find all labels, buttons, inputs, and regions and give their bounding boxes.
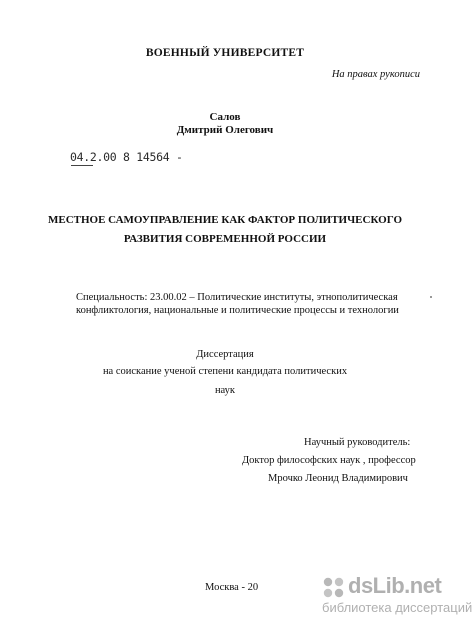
specialty-line-2: конфликтология, национальные и политические процессы и технологии	[76, 305, 399, 316]
author-given-names: Дмитрий Олегович	[176, 124, 274, 136]
dslib-logo-icon	[322, 575, 346, 599]
degree-line-1: на соискание ученой степени кандидата политических	[102, 366, 348, 377]
university-name: ВОЕННЫЙ УНИВЕРСИТЕТ	[145, 47, 305, 59]
work-type: Диссертация	[196, 349, 254, 360]
dslib-watermark	[322, 573, 472, 619]
degree-line-2: наук	[214, 385, 236, 396]
supervisor-degree: Доктор философских наук , профессор	[242, 455, 416, 466]
watermark-tagline: библиотека диссертаций	[322, 600, 472, 615]
registration-stamp: 04.2.00 8 14564 -	[70, 150, 183, 164]
supervisor-name: Мрочко Леонид Владимирович	[268, 473, 408, 484]
supervisor-heading: Научный руководитель:	[304, 437, 411, 448]
city-year: Москва - 20	[205, 582, 259, 593]
watermark-brand: dsLib.net	[348, 573, 442, 598]
dissertation-title-line-2: РАЗВИТИЯ СОВРЕМЕННОЙ РОССИИ	[123, 233, 327, 245]
stamp-underline	[71, 165, 93, 166]
scan-speck	[430, 296, 432, 298]
author-surname: Салов	[209, 111, 241, 123]
manuscript-rights-note: На правах рукописи	[331, 69, 420, 80]
dissertation-title-line-1: МЕСТНОЕ САМОУПРАВЛЕНИЕ КАК ФАКТОР ПОЛИТИЧЕСКОГО	[47, 214, 403, 226]
specialty-line-1: Специальность: 23.00.02 – Политические институты, этнополитическая	[76, 292, 398, 303]
